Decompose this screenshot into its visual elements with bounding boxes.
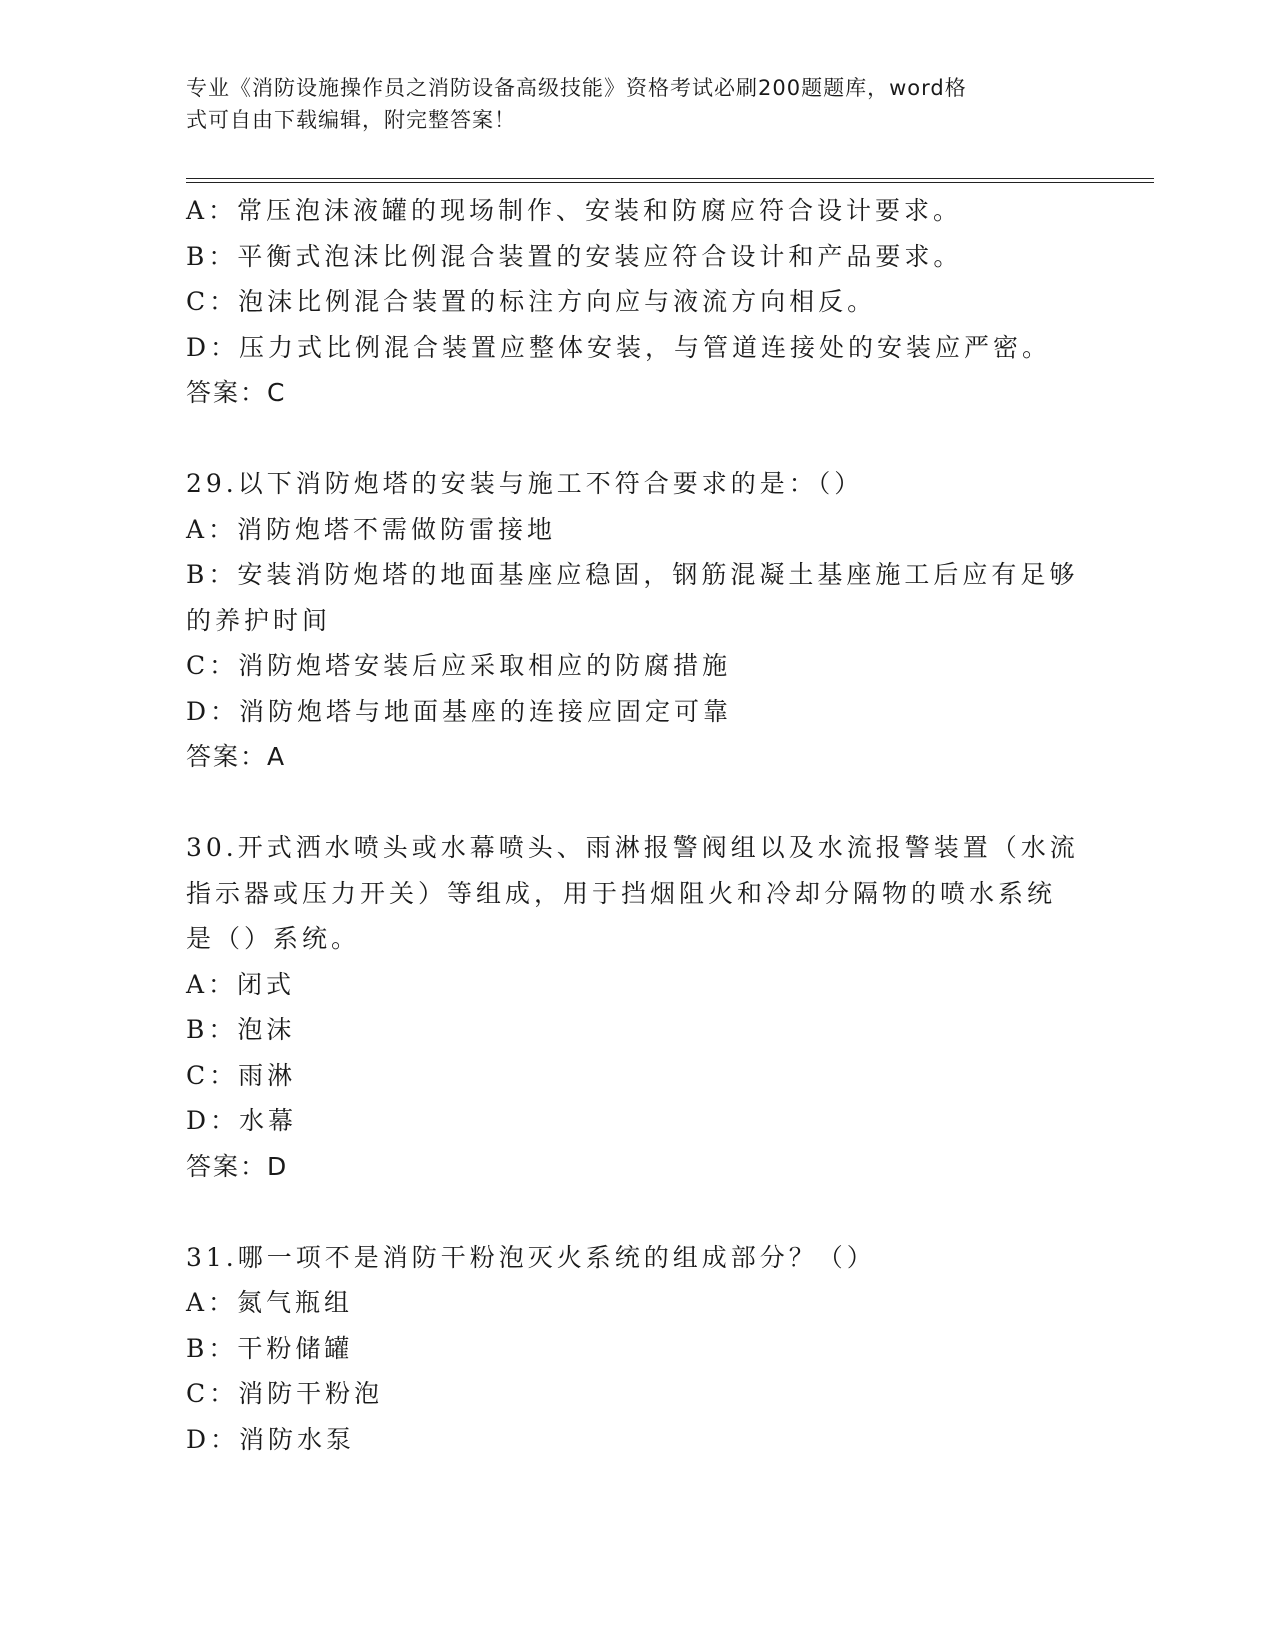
header-line-1: 专业《消防设施操作员之消防设备高级技能》资格考试必刷200题题库，word格 bbox=[186, 76, 967, 100]
question-content bbox=[186, 188, 1086, 1462]
option-c: C：消防炮塔安装后应采取相应的防腐措施 bbox=[186, 651, 732, 680]
option-a: A：闭式 bbox=[186, 969, 296, 999]
option-a: A：氮气瓶组 bbox=[186, 1288, 354, 1317]
option-b: B：平衡式泡沫比例混合装置的安装应符合设计和产品要求。 bbox=[186, 241, 963, 271]
option-b: B：安装消防炮塔的地面基座应稳固，钢筋混凝土基座施工后应有足够 bbox=[186, 560, 1079, 589]
option-b: B：干粉储罐 bbox=[186, 1333, 354, 1363]
answer-line: 答案：C bbox=[186, 378, 287, 407]
question-block-30 bbox=[186, 825, 1086, 1189]
answer-line: 答案：A bbox=[186, 742, 287, 771]
option-d: D：消防炮塔与地面基座的连接应固定可靠 bbox=[186, 696, 733, 726]
question-block-prev bbox=[186, 188, 1086, 416]
option-c: C：泡沫比例混合装置的标注方向应与液流方向相反。 bbox=[186, 287, 877, 316]
question-stem: 29.以下消防炮塔的安装与施工不符合要求的是：（） bbox=[186, 469, 864, 498]
question-stem-continued: 指示器或压力开关）等组成，用于挡烟阻火和冷却分隔物的喷水系统 bbox=[186, 878, 1057, 908]
option-d: D：压力式比例混合装置应整体安装，与管道连接处的安装应严密。 bbox=[186, 332, 1052, 362]
document-header bbox=[186, 72, 1066, 136]
question-block-29 bbox=[186, 461, 1086, 780]
option-c: C：雨淋 bbox=[186, 1060, 297, 1090]
question-stem: 31.哪一项不是消防干粉泡灭火系统的组成部分？（） bbox=[186, 1242, 876, 1272]
question-stem: 30.开式洒水喷头或水幕喷头、雨淋报警阀组以及水流报警装置（水流 bbox=[186, 833, 1079, 862]
option-d: D：水幕 bbox=[186, 1106, 298, 1135]
question-stem-continued: 是（）系统。 bbox=[186, 924, 361, 953]
spacer bbox=[186, 416, 1086, 462]
option-d: D：消防水泵 bbox=[186, 1424, 356, 1454]
option-a: A：消防炮塔不需做防雷接地 bbox=[186, 514, 557, 544]
option-b: B：泡沫 bbox=[186, 1015, 296, 1044]
option-b-continued: 的养护时间 bbox=[186, 605, 332, 635]
option-c: C：消防干粉泡 bbox=[186, 1379, 384, 1408]
header-divider-bottom bbox=[186, 182, 1154, 183]
header-divider-top bbox=[186, 178, 1154, 179]
header-line-2: 式可自由下载编辑，附完整答案！ bbox=[186, 108, 516, 132]
spacer bbox=[186, 780, 1086, 826]
option-a: A：常压泡沫液罐的现场制作、安装和防腐应符合设计要求。 bbox=[186, 196, 963, 225]
answer-line: 答案：D bbox=[186, 1151, 289, 1181]
spacer bbox=[186, 1189, 1086, 1235]
question-block-31 bbox=[186, 1235, 1086, 1463]
